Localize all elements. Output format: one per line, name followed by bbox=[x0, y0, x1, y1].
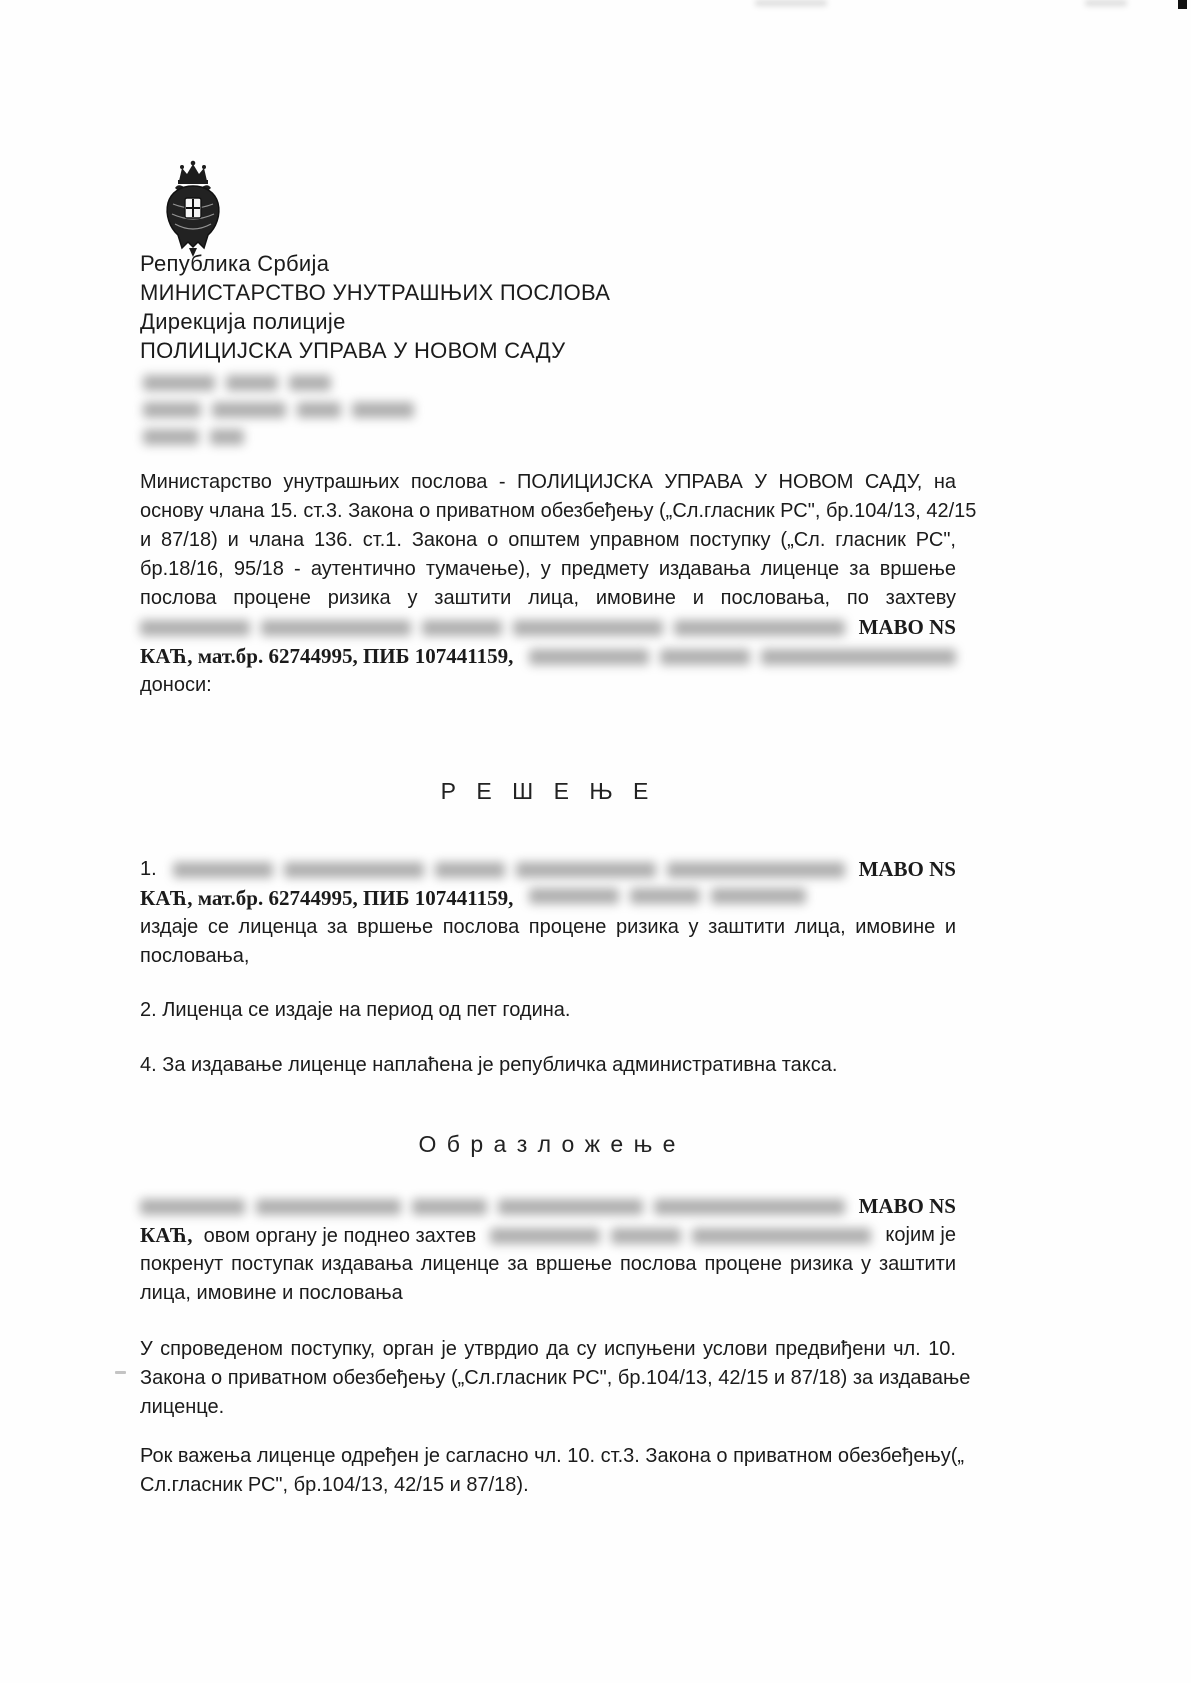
decision-item-2 bbox=[140, 996, 956, 1025]
intro-closing: доноси: bbox=[140, 674, 212, 696]
item1-line: пословања, bbox=[140, 945, 250, 967]
redacted-text bbox=[529, 649, 956, 665]
request-text: овом органу је поднео захтев bbox=[203, 1225, 477, 1247]
expl1-line-request bbox=[140, 1221, 956, 1250]
expl3-line: Рок важења лиценце одређен је сагласно чл. 10. ст.3. Закона о приватном обезбеђењу(„ bbox=[140, 1445, 965, 1467]
intro-line-redacted bbox=[140, 613, 956, 642]
letterhead-ministry: МИНИСТАРСТВО УНУТРАШЊИХ ПОСЛОВА bbox=[140, 280, 611, 305]
intro-line: бр.18/16, 95/18 - аутентично тумачење), у предмету издавања лиценце за вршење bbox=[140, 558, 956, 580]
scan-margin-mark bbox=[115, 1371, 126, 1374]
intro-line: основу члана 15. ст.3. Закона о приватном обезбеђењу („Сл.гласник РС", бр.104/13, 42/15 bbox=[140, 500, 977, 522]
item1-line: издаје се лиценца за вршење послова процене ризика у заштити лица, имовине и bbox=[140, 916, 956, 938]
explanation-paragraph-2 bbox=[140, 1335, 971, 1422]
redacted-text bbox=[143, 402, 414, 418]
scan-corner-mark bbox=[1178, 0, 1187, 9]
item1-line-subject-ids bbox=[140, 884, 956, 913]
redacted-text bbox=[140, 1199, 845, 1215]
item2-text: 2. Лиценца се издаје на период од пет година. bbox=[140, 999, 571, 1021]
explanation-paragraph-1 bbox=[140, 1192, 956, 1308]
intro-line: послова процене ризика у заштити лица, имовине и пословања, по захтеву bbox=[140, 587, 956, 609]
expl3-line: Сл.гласник РС", бр.104/13, 42/15 и 87/18). bbox=[140, 1474, 529, 1496]
decision-item-1 bbox=[140, 855, 956, 971]
letterhead bbox=[140, 249, 960, 365]
redacted-reference-block bbox=[143, 375, 414, 456]
explanation-heading: О б р а з л о ж е њ е bbox=[418, 1131, 678, 1157]
redacted-text bbox=[529, 888, 806, 904]
expl1-line-redacted bbox=[140, 1192, 956, 1221]
intro-line: Министарство унутрашњих послова - ПОЛИЦИЈСКА УПРАВА У НОВОМ САДУ, на bbox=[140, 471, 956, 493]
request-text-end: којим је bbox=[885, 1224, 956, 1246]
intro-line-subject-ids bbox=[140, 642, 956, 671]
intro-paragraph bbox=[140, 468, 977, 700]
redacted-text bbox=[143, 429, 414, 445]
redacted-text bbox=[490, 1228, 871, 1244]
redacted-text bbox=[143, 375, 414, 391]
intro-line: и 87/18) и члана 136. ст.1. Закона о општем управном поступку („Сл. гласник РС", bbox=[140, 529, 956, 551]
decision-item-4 bbox=[140, 1051, 956, 1080]
scan-smudge bbox=[755, 0, 827, 6]
subject-name: МАВО NS bbox=[858, 857, 956, 881]
subject-ids: КАЋ, мат.бр. 62744995, ПИБ 107441159, bbox=[140, 644, 514, 668]
item1-line-redacted bbox=[140, 855, 956, 884]
decision-heading: Р Е Ш Е Њ Е bbox=[440, 778, 656, 804]
expl2-line: Закона о приватном обезбеђењу („Сл.гласник РС", бр.104/13, 42/15 и 87/18) за издавање bbox=[140, 1367, 971, 1389]
subject-ids: КАЋ, мат.бр. 62744995, ПИБ 107441159, bbox=[140, 886, 514, 910]
letterhead-country: Република Србија bbox=[140, 251, 330, 276]
explanation-paragraph-3 bbox=[140, 1442, 965, 1500]
item4-text: 4. За издавање лиценце наплаћена је републичка административна такса. bbox=[140, 1054, 838, 1076]
expl2-line: лиценце. bbox=[140, 1396, 225, 1418]
scan-smudge bbox=[1085, 0, 1127, 6]
subject-name: МАВО NS bbox=[858, 615, 956, 639]
expl2-line: У спроведеном поступку, орган је утврдио да су испуњени услови предвиђени чл. 10. bbox=[140, 1338, 956, 1360]
item-number: 1. bbox=[140, 858, 157, 880]
letterhead-department: ПОЛИЦИЈСКА УПРАВА У НОВОМ САДУ bbox=[140, 338, 566, 363]
serbia-coat-of-arms-icon bbox=[157, 160, 229, 262]
expl1-line: лица, имовине и пословања bbox=[140, 1282, 403, 1304]
redacted-text bbox=[173, 862, 845, 878]
subject-ids: КАЋ, bbox=[140, 1223, 193, 1247]
letterhead-directorate: Дирекција полиције bbox=[140, 309, 346, 334]
subject-name: МАВО NS bbox=[858, 1194, 956, 1218]
redacted-text bbox=[140, 620, 845, 636]
expl1-line: покренут поступак издавања лиценце за вршење послова процене ризика у заштити bbox=[140, 1253, 956, 1275]
